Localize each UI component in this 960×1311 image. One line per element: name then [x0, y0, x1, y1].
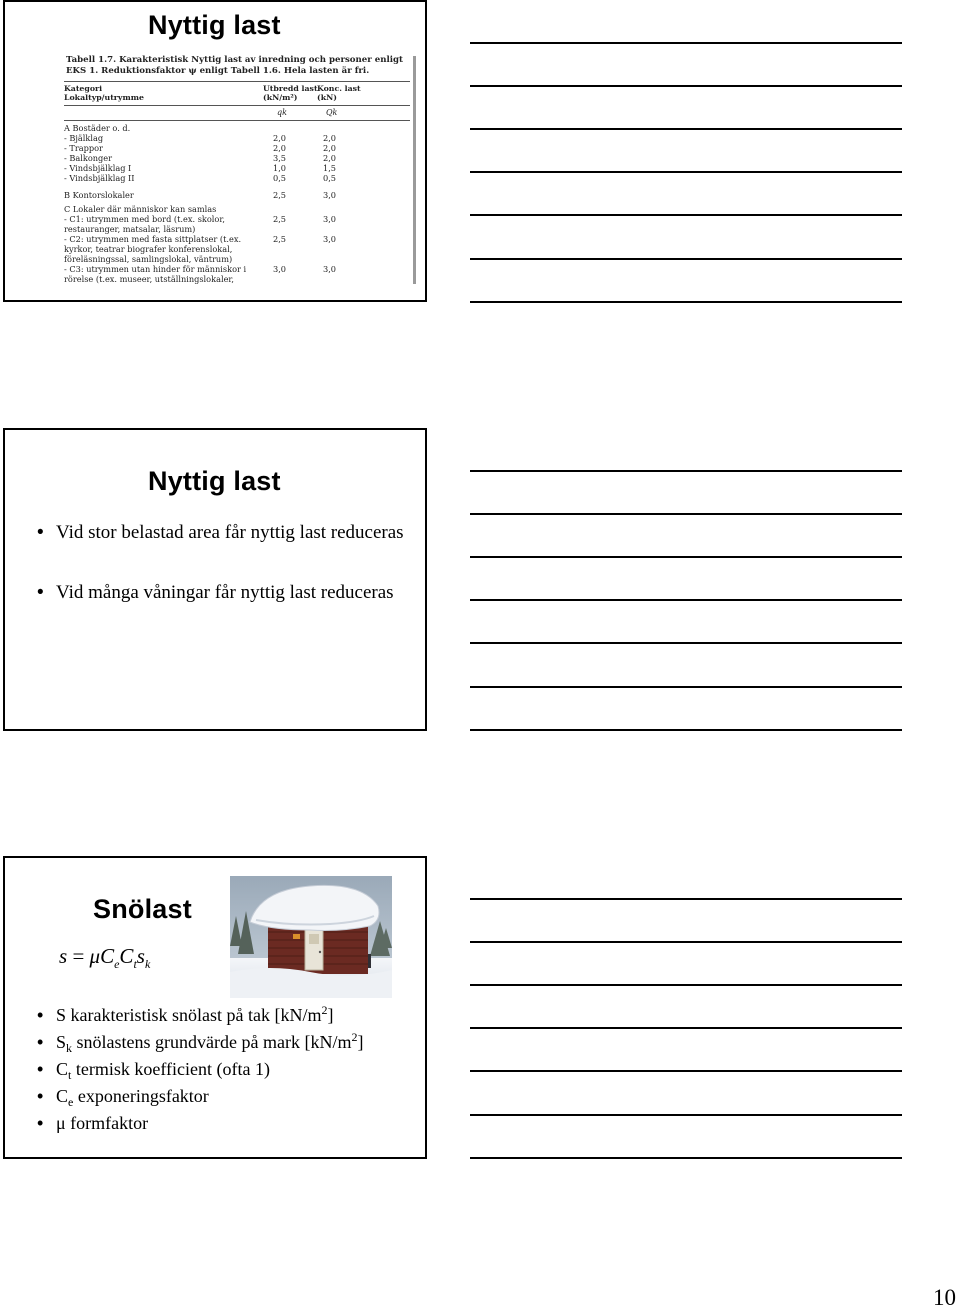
row-value-Qk: 2,0 [323, 133, 337, 143]
table-caption [66, 55, 403, 77]
row-value-Qk: 2,0 [323, 153, 337, 163]
header-distributed-line-1: Utbredd last [263, 84, 318, 93]
note-line [470, 898, 902, 900]
row-value-Qk: 3,0 [323, 264, 337, 274]
table-row [64, 264, 409, 274]
header-category [64, 84, 144, 102]
table-row [64, 234, 409, 244]
row-value-qk: 2,0 [273, 133, 287, 143]
formula-part: C [119, 944, 134, 968]
table-row [64, 153, 409, 163]
row-label: C Lokaler där människor kan samlas [64, 204, 217, 214]
header-distributed-load [263, 84, 318, 102]
formula-subscript: e [114, 957, 120, 971]
header-concentrated-load [317, 84, 361, 102]
note-line [470, 556, 902, 558]
bullet-text: ] [357, 1032, 364, 1052]
slide-1 [3, 0, 427, 302]
load-table-image [56, 52, 416, 288]
slide-3 [3, 856, 427, 1159]
formula-part: s [59, 944, 68, 968]
formula-part: μ [89, 944, 101, 968]
note-line [470, 1114, 902, 1116]
row-value-Qk: 0,5 [323, 173, 337, 183]
bullet-subscript: e [68, 1095, 74, 1109]
slide-2 [3, 428, 427, 731]
row-label: B Kontorslokaler [64, 190, 134, 200]
row-value-qk: 3,5 [273, 153, 287, 163]
table-rule [64, 105, 410, 106]
table-row [64, 173, 409, 183]
note-line [470, 1157, 902, 1159]
table-row [64, 123, 409, 133]
slide-title: Nyttig last [148, 10, 281, 40]
bullet-superscript: 2 [351, 1030, 358, 1044]
table-row [64, 254, 409, 264]
note-line [470, 128, 902, 130]
note-line [470, 941, 902, 943]
note-line [470, 42, 902, 44]
bullet-item: • Vid stor belastad area får nyttig last reduceras [31, 520, 411, 546]
house-photo-graphic [230, 876, 392, 998]
row-label: kyrkor, teatrar biografer konferenslokal, [64, 244, 233, 254]
note-line [470, 301, 902, 303]
snow-covered-house-photo [230, 876, 392, 998]
note-line [470, 1070, 902, 1072]
bullet-text: termisk koefficient (ofta 1) [71, 1059, 270, 1079]
bullet-text: formfaktor [65, 1113, 149, 1133]
page-number: 10 [933, 1285, 956, 1310]
bullet-item [31, 1002, 411, 1029]
table-row [64, 204, 409, 214]
table-row [64, 214, 409, 224]
note-line [470, 1027, 902, 1029]
note-line [470, 984, 902, 986]
row-value-qk: 2,5 [273, 214, 287, 224]
row-value-qk: 2,5 [273, 190, 287, 200]
header-category-line-1: Kategori [64, 84, 103, 93]
formula-part: s [136, 944, 145, 968]
row-value-qk: 2,0 [273, 143, 287, 153]
note-line [470, 729, 902, 731]
bullet-superscript: 2 [321, 1003, 328, 1017]
formula-subscript: k [144, 957, 151, 971]
bullet-item [31, 1110, 411, 1137]
note-line [470, 513, 902, 515]
table-row [64, 133, 409, 143]
row-value-Qk: 3,0 [323, 234, 337, 244]
formula-part: C [100, 944, 115, 968]
row-value-qk: 0,5 [273, 173, 287, 183]
bullet-item [31, 1083, 411, 1110]
header-concentrated-line-2: (kN) [317, 93, 337, 102]
note-line [470, 599, 902, 601]
snow-load-formula [59, 944, 150, 969]
row-value-qk: 1,0 [273, 163, 287, 173]
note-line [470, 642, 902, 644]
row-value-qk: 2,5 [273, 234, 287, 244]
row-value-Qk: 3,0 [323, 214, 337, 224]
row-label: - Balkonger [64, 153, 113, 163]
table-row [64, 274, 409, 284]
row-label: rörelse (t.ex. museer, utställningslokaler, [64, 274, 235, 284]
table-row [64, 143, 409, 153]
slide-title: Nyttig last [148, 466, 281, 496]
row-value-Qk: 2,0 [323, 143, 337, 153]
bullet-text: C [56, 1059, 69, 1079]
row-value-Qk: 1,5 [323, 163, 337, 173]
row-label: - C1: utrymmen med bord (t.ex. skolor, [64, 214, 225, 224]
note-line [470, 171, 902, 173]
table-rule [64, 120, 410, 121]
table-row [64, 244, 409, 254]
bullet-item: • Vid många våningar får nyttig last reduceras [31, 580, 411, 606]
bullet-subscript: k [66, 1041, 73, 1055]
bullet-list [31, 1002, 411, 1137]
bullet-text: S [56, 1032, 67, 1052]
caption-line-2: EKS 1. Reduktionsfaktor ψ enligt Tabell 1.6. Hela lasten är fri. [66, 66, 370, 76]
formula-subscript: t [133, 957, 137, 971]
bullet-item [31, 1056, 411, 1083]
note-line [470, 470, 902, 472]
row-label: - C3: utrymmen utan hinder för människor i [64, 264, 247, 274]
row-label: - C2: utrymmen med fasta sittplatser (t.ex. [64, 234, 242, 244]
bullet-text: C [56, 1086, 69, 1106]
row-value-qk: 3,0 [273, 264, 287, 274]
note-line [470, 214, 902, 216]
scan-edge [413, 56, 416, 284]
bullet-text: μ [56, 1113, 66, 1133]
note-line [470, 85, 902, 87]
bullet-subscript: t [68, 1068, 72, 1082]
row-label: - Vindsbjälklag II [64, 173, 135, 183]
bullet-list [31, 520, 411, 640]
formula-part: = [72, 944, 85, 968]
row-label: - Bjälklag [64, 133, 104, 143]
note-line [470, 686, 902, 688]
header-distributed-line-2: (kN/m²) [263, 93, 298, 102]
header-category-line-2: Lokaltyp/utrymme [64, 93, 144, 102]
row-label: A Bostäder o. d. [64, 123, 131, 133]
row-value-Qk: 3,0 [323, 190, 337, 200]
row-label: - Vindsbjälklag I [64, 163, 132, 173]
row-label: - Trappor [64, 143, 103, 153]
row-label: föreläsningssal, samlingslokal, väntrum) [64, 254, 233, 264]
table-row [64, 190, 409, 200]
table-rule [64, 81, 410, 82]
header-concentrated-line-1: Konc. last [317, 84, 361, 93]
bullet-text: ] [327, 1005, 334, 1025]
table-row [64, 163, 409, 173]
bullet-text: snölastens grundvärde på mark [kN/m [72, 1032, 352, 1052]
symbol-Qk: Qk [326, 108, 338, 117]
bullet-text: S karakteristisk snölast på tak [kN/m [56, 1005, 322, 1025]
symbol-qk: qk [277, 108, 287, 117]
bullet-item [31, 1029, 411, 1056]
slide-title: Snölast [93, 894, 192, 924]
table-row [64, 224, 409, 234]
caption-line-1: Tabell 1.7. Karakteristisk Nyttig last av inredning och personer enligt [66, 55, 404, 65]
note-line [470, 258, 902, 260]
bullet-text: exponeringsfaktor [73, 1086, 209, 1106]
row-label: restauranger, matsalar, läsrum) [64, 224, 196, 234]
